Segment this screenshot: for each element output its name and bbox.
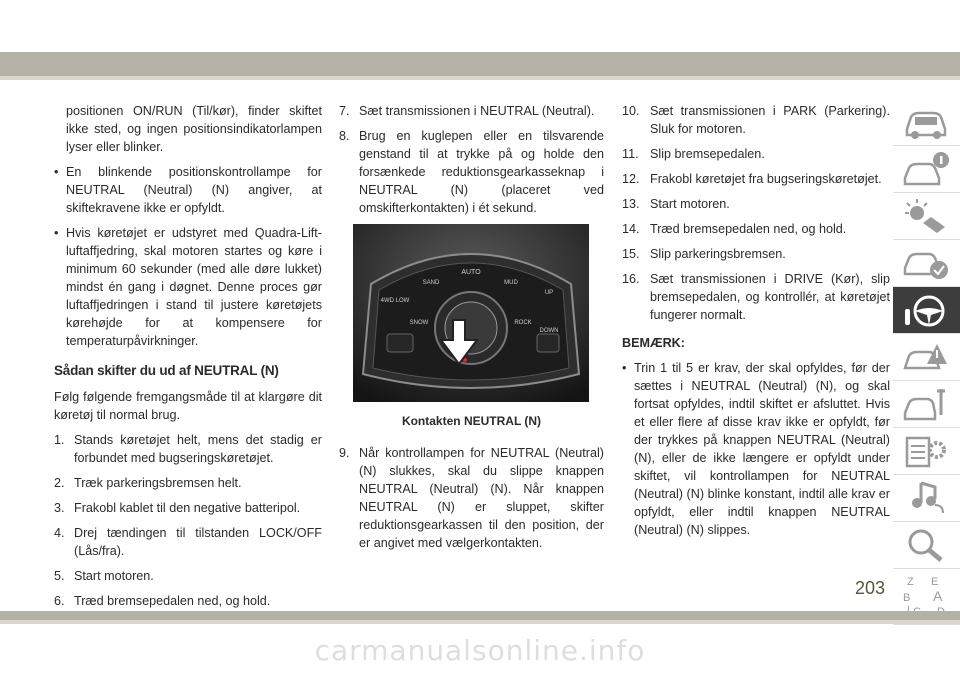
section-heading: Sådan skifter du ud af NEUTRAL (N): [54, 363, 279, 378]
header-bar: [0, 52, 960, 76]
step-item: 14. Træd bremsepedalen ned, og hold.: [622, 222, 847, 236]
neutral-switch-photo: [353, 224, 589, 402]
svg-text:B: B: [903, 592, 911, 604]
step-item: 3. Frakobl kablet til den negative batteripol.: [54, 501, 301, 515]
note-bullet: • Trin 1 til 5 er krav, der skal opfyldes, før der sættes i NEUTRAL (Neutral) (N), og skal fortsat opfyldes, indtil skiftet er afsluttet. Hvis et eller flere af disse krav ikke er opfyldt, før der trykkes på knappen NEUTRAL (Neutral) (N), eller de ikke længere er opfyldt under skiftet, vil kontrollampen for NEUTRAL (Neutral) (N) blinke konstant, indtil alle krav er opfyldt, eller indtil knappen NEUTRAL (Neutral) (N) slippes.: [622, 361, 890, 537]
step-item: 5. Start motoren.: [54, 569, 154, 583]
svg-text:E: E: [931, 576, 939, 588]
continuation-text: positionen ON/RUN (Til/kør), finder skiftet ikke sted, og ingen positionsindikatorlampen lyser eller blinker.: [66, 104, 322, 154]
label-auto: AUTO: [461, 269, 481, 276]
tab-car-checklist[interactable]: [893, 240, 960, 287]
car-info-icon: [901, 150, 951, 188]
tab-warning[interactable]: [893, 334, 960, 381]
tab-specifications[interactable]: [893, 428, 960, 475]
step-item: 8. Brug en kuglepen eller en tilsvarende genstand til at trykke på og holde den forsænkede reduktionsgearkasseknap i NEUTRAL (N) (placeret ved omskifterkontakten) i ét sekund.: [339, 129, 604, 215]
svg-text:Z: Z: [907, 576, 914, 588]
steering-wheel-icon: [901, 291, 951, 329]
step-item: 7. Sæt transmissionen i NEUTRAL (Neutral).: [339, 104, 595, 118]
label-rock: ROCK: [514, 320, 532, 326]
step-item: 12. Frakobl køretøjet fra bugseringskøretøjet.: [622, 172, 882, 186]
step-item: 6. Træd bremsepedalen ned, og hold.: [54, 594, 271, 608]
step-item: 10. Sæt transmissionen i PARK (Parkering). Sluk for motoren.: [622, 104, 890, 136]
watermark: carmanualsonline.info: [314, 634, 646, 667]
tab-car-service[interactable]: [893, 381, 960, 428]
bullet-item: • Hvis køretøjet er udstyret med Quadra-Lift-luftaffjedring, skal motoren startes og køre i minimum 60 sekunder (med alle døre lukket) mindst én gang i døgnet. Denne proces gør luftaffjedringen i stand til justere køretøjets kørehøjde for at kompensere for temperaturpåvirkninger.: [54, 226, 322, 348]
gear-list-icon: [901, 432, 951, 470]
car-wrench-icon: [901, 385, 951, 423]
footer-bar-light: [0, 620, 960, 624]
column-left: [54, 102, 322, 617]
search-icon: [901, 526, 951, 564]
step-item: 4. Drej tændingen til tilstanden LOCK/OFF (Lås/fra).: [54, 526, 322, 558]
step-item: 13. Start motoren.: [622, 197, 730, 211]
column-right: [622, 102, 890, 546]
step-item: 11. Slip bremsepedalen.: [622, 147, 765, 161]
step-item: 9. Når kontrollampen for NEUTRAL (Neutral) (N) slukkes, skal du slippe knappen NEUTRAL (Neutral) (N). Når knappen NEUTRAL (N) er sluppet, skifter reduktionsgearkassen til den position, der er angivet med vælgerkontakten.: [339, 446, 604, 550]
label-sand: SAND: [422, 280, 440, 286]
photo-caption: Kontakten NEUTRAL (N): [401, 414, 542, 428]
tab-car-overview[interactable]: [893, 99, 960, 146]
chapter-index-sidebar: [893, 99, 960, 625]
tab-search[interactable]: [893, 522, 960, 569]
step-item: 2. Træk parkeringsbremsen helt.: [54, 476, 242, 490]
svg-text:A: A: [933, 588, 943, 604]
note-title: BEMÆRK:: [622, 336, 685, 350]
warning-triangle-icon: [901, 338, 951, 376]
tab-steering-wheel-active[interactable]: [893, 287, 960, 334]
intro-text: Følg følgende fremgangsmåde til at klargøre dit køretøj til normal brug.: [54, 390, 322, 422]
label-mud: MUD: [504, 280, 518, 286]
step-item: 16. Sæt transmissionen i DRIVE (Kør), slip bremsepedalen, og kontrollér, at køretøjet fungerer normalt.: [622, 272, 890, 322]
header-band: [0, 0, 960, 54]
label-4wd-low: 4WD LOW: [380, 298, 410, 304]
label-snow: SNOW: [409, 320, 429, 326]
dashboard-lights-icon: [901, 197, 951, 235]
column-middle: [339, 102, 604, 559]
page-number: 203: [855, 578, 886, 598]
multimedia-icon: [901, 479, 951, 517]
step-item: 15. Slip parkeringsbremsen.: [622, 247, 786, 261]
label-up: UP: [544, 290, 554, 296]
header-bar-light: [0, 76, 960, 80]
step-item: 1. Stands køretøjet helt, mens det stadig er forbundet med bugseringskøretøjet.: [54, 433, 322, 465]
car-overview-icon: [901, 103, 951, 141]
tab-multimedia[interactable]: [893, 475, 960, 522]
bullet-item: • En blinkende positionskontrollampe for NEUTRAL (Neutral) (N) angiver, at skiftekravene ikke er opfyldt.: [54, 165, 322, 215]
car-checklist-icon: [901, 244, 951, 282]
tab-car-info[interactable]: [893, 146, 960, 193]
tab-dashboard-lights[interactable]: [893, 193, 960, 240]
label-down: DOWN: [539, 328, 559, 334]
footer-bar: [0, 611, 960, 620]
